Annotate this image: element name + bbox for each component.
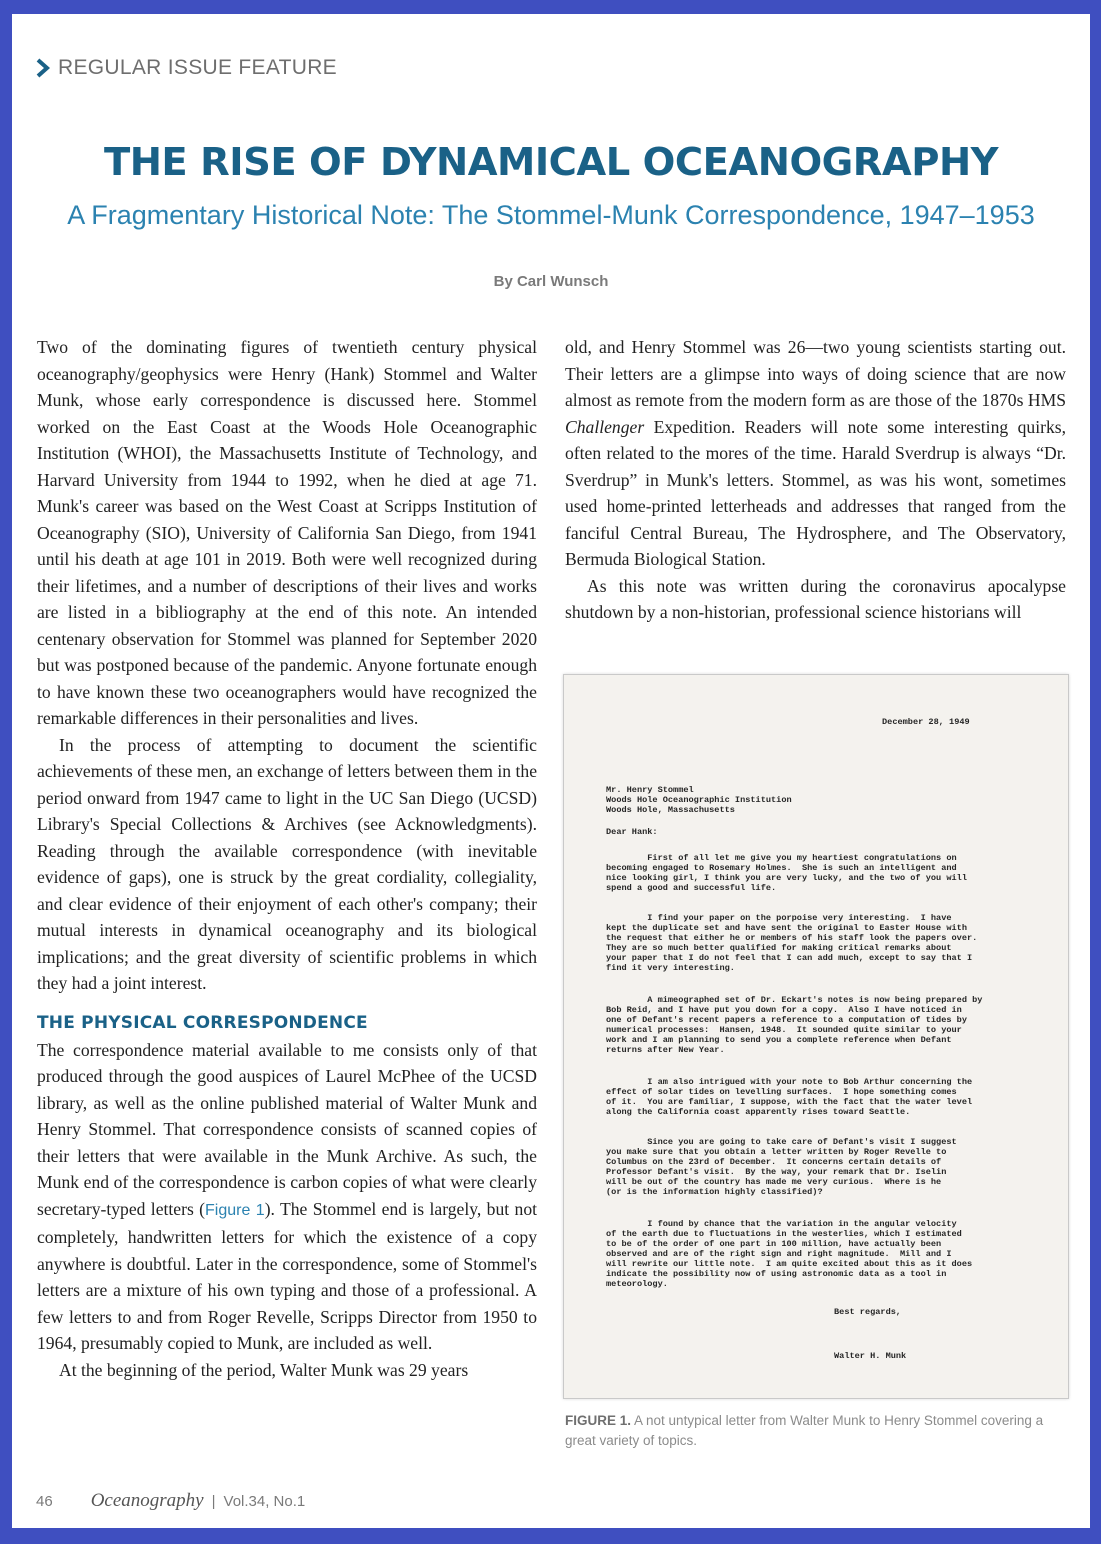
letter-address-line: Woods Hole, Massachusetts — [606, 805, 735, 815]
letter-paragraph: I found by chance that the variation in the angular velocity of the earth due to fluctuations in the westerlies, which I estimated to be of the order of one part in 100 million, have actually been observed and are of the right sign and right magnitude. Mill and I will rewrite our little note. I am quite excited about this as it does indicate the possibility now of using astronomic data as a tool in meteorology. — [606, 1219, 973, 1289]
kicker-label: REGULAR ISSUE FEATURE — [58, 56, 337, 79]
volume-info: Vol.34, No.1 — [223, 1493, 306, 1510]
left-column — [37, 334, 537, 1383]
paragraph: Two of the dominating figures of twentieth century physical oceanography/geophysics were Henry (Hank) Stommel and Walter Munk, whose early correspondence is discussed here. Stommel worked on the East Coast at the Woods Hole Oceanographic Institution (WHOI), the Massachusetts Institute of Technology, and Harvard University from 1944 to 1992, when he died at age 71. Munk's career was based on the West Coast at Scripps Institution of Oceanography (SIO), University of California San Diego, from 1941 until his death at age 101 in 2019. Both were well recognized during their lifetimes, and a number of descriptions of their lives and works are listed in a bibliography at the end of this note. An intended centenary observation for Stommel was planned for September 2020 but was postponed because of the pandemic. Anyone fortunate enough to have known these two oceanographers would have recognized the remarkable differences in their personalities and lives. — [37, 337, 537, 728]
letter-paragraph: I find your paper on the porpoise very interesting. I have kept the duplicate set and have sent the original to Easter House with the request that either he or members of his staff look the papers over. They are so much better qualified for making critical remarks about your paper that I do not feel that I can add much, except to say that I find it very interesting. — [606, 913, 978, 973]
letter-address-line: Woods Hole Oceanographic Institution — [606, 795, 792, 805]
article-subtitle: A Fragmentary Historical Note: The Stommel-Munk Correspondence, 1947–1953 — [67, 200, 1035, 230]
letter-address-line: Mr. Henry Stommel — [606, 785, 694, 795]
paragraph-text: old, and Henry Stommel was 26—two young scientists starting out. Their letters are a glimpse into ways of doing science that are now almost as remote from the modern form as are those of the 1870s HMS — [565, 337, 1066, 410]
page-footer — [36, 1490, 305, 1512]
letter-salutation: Dear Hank: — [606, 827, 658, 837]
paragraph — [37, 1037, 537, 1357]
typed-letter — [564, 675, 1068, 1398]
paragraph: As this note was written during the coronavirus apocalypse shutdown by a non-historian, professional science historians will — [565, 575, 1066, 622]
letter-signature: Walter H. Munk — [834, 1351, 907, 1361]
page — [12, 14, 1090, 1528]
caption-text: A not untypical letter from Walter Munk to Henry Stommel covering a great variety of topics. — [565, 1413, 1044, 1448]
letter-date: December 28, 1949 — [882, 717, 970, 727]
ship-name: Challenger — [565, 416, 645, 437]
paragraph: At the beginning of the period, Walter Munk was 29 years — [59, 1359, 469, 1380]
journal-name: Oceanography — [90, 1490, 204, 1511]
section-heading: THE PHYSICAL CORRESPONDENCE — [37, 1012, 368, 1033]
paragraph: In the process of attempting to document the scientific achievements of these men, an exchange of letters between them in the period onward from 1947 came to light in the UC San Diego (UCSD) Library's Special Collections & Archives (see Acknowledgments). Reading through the available correspondence (with inevitable evidence of gaps), one is struck by the great cordiality, collegiality, and clear evidence of their enjoyment of each other's company; their mutual interests in dynamical oceanography and its biological implications; and the great diversity of scientific problems in which they had a joint interest. — [37, 734, 537, 993]
chevron-right-icon — [36, 58, 50, 78]
figure-letter-image — [563, 674, 1069, 1399]
byline: By Carl Wunsch — [493, 273, 609, 290]
right-column — [565, 334, 1066, 626]
figure-caption — [565, 1411, 1065, 1451]
paragraph-text: ). The Stommel end is largely, but not completely, handwritten letters for which the existence of a copy anywhere is doubtful. Later in the correspondence, some of Stommel's letters are a mixture of his own typing and those of a professional. A few letters to and from Roger Revelle, Scripps Director from 1950 to 1964, presumably copied to Munk, are included as well. — [37, 1198, 537, 1353]
paragraph-text: Expedition. Readers will note some interesting quirks, often related to the mores of the time. Harald Sverdrup is always “Dr. Sverdrup” in Munk's letters. Stommel, as was his wont, sometimes used home-printed letterheads and addresses that ranged from the fanciful Central Bureau, The Hydrosphere, and The Observatory, Bermuda Biological Station. — [565, 416, 1066, 569]
page-number: 46 — [36, 1493, 53, 1510]
caption-label: FIGURE 1. — [565, 1413, 632, 1428]
letter-paragraph: First of all let me give you my heartiest congratulations on becoming engaged to Rosemary Holmes. She is such an intelligent and nice looking girl, I think you are very lucky, and the two of you will spend a good and successful life. — [606, 853, 967, 893]
footer-separator: | — [211, 1493, 216, 1510]
paragraph-text: The correspondence material available to me consists only of that produced through the good auspices of Laurel McPhee of the UCSD library, as well as the online published material of Walter Munk and Henry Stommel. That correspondence consists of scanned copies of their letters that were available in the Munk Archive. As such, the Munk end of the correspondence is carbon copies of what were clearly secretary-typed letters ( — [37, 1039, 537, 1219]
article-title: THE RISE OF DYNAMICAL OCEANOGRAPHY — [103, 140, 999, 185]
letter-closing: Best regards, — [834, 1307, 902, 1317]
letter-paragraph: I am also intrigued with your note to Bob Arthur concerning the effect of solar tides on levelling surfaces. I hope something comes of it. You are familiar, I suppose, with the fact that the water level along the California coast apparently rises toward Seattle. — [606, 1077, 973, 1117]
section-kicker — [36, 56, 337, 80]
paragraph — [565, 334, 1066, 573]
figure-reference-link[interactable]: Figure 1 — [205, 1201, 265, 1219]
letter-paragraph: Since you are going to take care of Defant's visit I suggest you make sure that you obtain a letter written by Roger Revelle to Columbus on the 23rd of December. It concerns certain details of Professor Defant's visit. By the way, your remark that Dr. Iselin will be out of the country has made me very curious. Where is he (or is the information highly classified)? — [606, 1137, 957, 1197]
letter-paragraph: A mimeographed set of Dr. Eckart's notes is now being prepared by Bob Reid, and I have put you down for a copy. Also I have noticed in one of Defant's recent papers a reference to a computation of tides by numerical processes: Hansen, 1948. It sounded quite similar to your work and I am planning to send you a complete reference when Defant returns after New Year. — [606, 995, 983, 1055]
